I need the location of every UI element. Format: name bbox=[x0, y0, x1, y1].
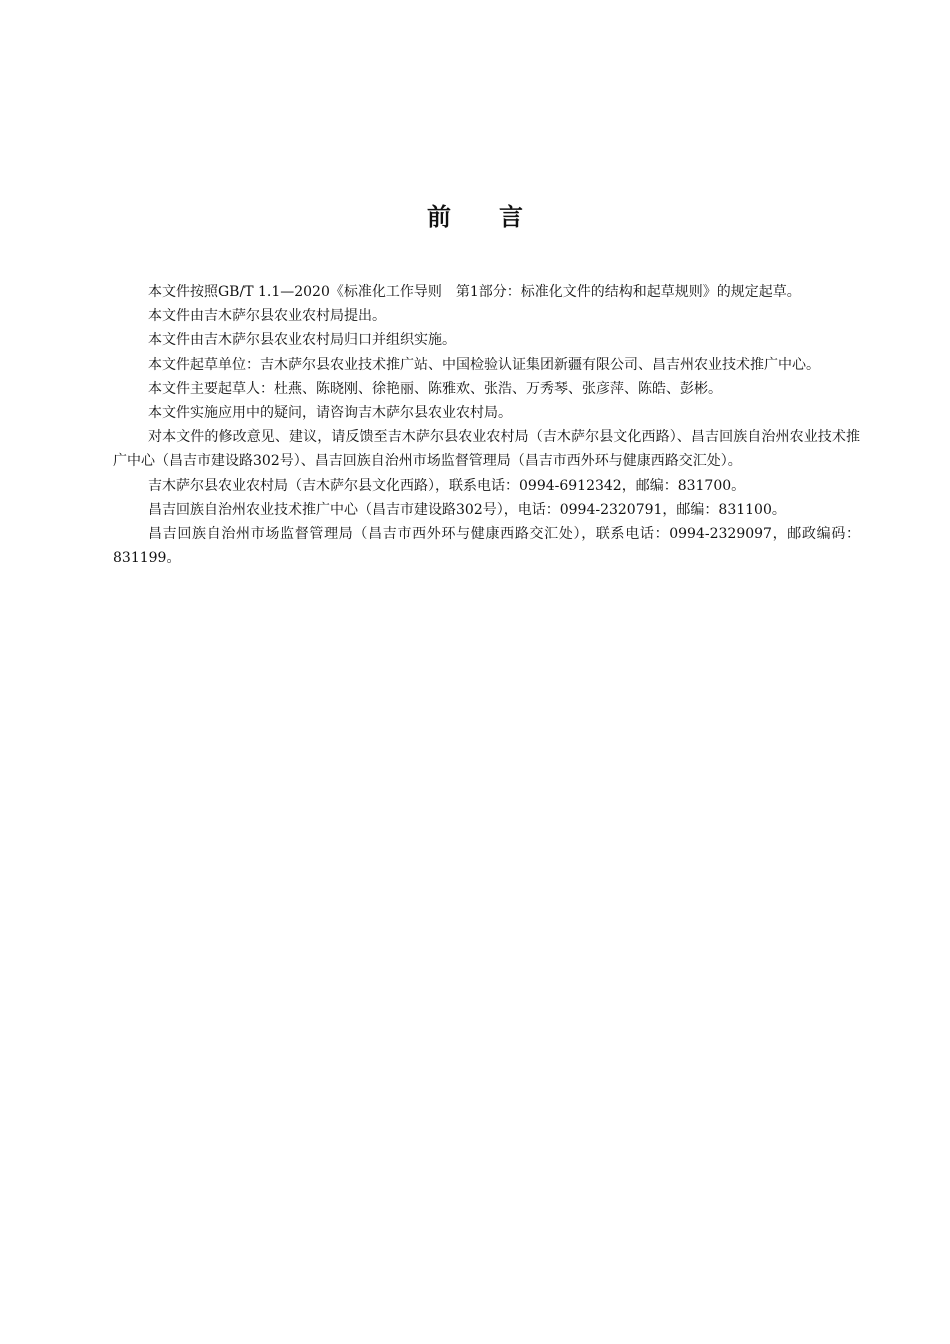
paragraph-feedback: 对本文件的修改意见、建议，请反馈至吉木萨尔县农业农村局（吉木萨尔县文化西路）、昌吉回族自治州农业技术推广中心（昌吉市建设路302号）、昌吉回族自治州市场监督管理局（昌吉市西外环与健康西路交汇处）。 bbox=[113, 429, 860, 470]
paragraph-drafting-rules: 本文件按照GB/T 1.1—2020《标准化工作导则 第1部分：标准化文件的结构和起草规则》的规定起草。 bbox=[148, 284, 801, 300]
paragraph-contact-agriculture-bureau: 吉木萨尔县农业农村局（吉木萨尔县文化西路），联系电话：0994-6912342，邮编：831700。 bbox=[148, 477, 746, 494]
paragraph-contact-extension-center: 昌吉回族自治州农业技术推广中心（昌吉市建设路302号），电话：0994-2320791，邮编：831100。 bbox=[148, 501, 786, 518]
paragraph-drafting-units: 本文件起草单位：吉木萨尔县农业技术推广站、中国检验认证集团新疆有限公司、昌吉州农业技术推广中心。 bbox=[148, 356, 820, 373]
paragraph-inquiries: 本文件实施应用中的疑问，请咨询吉木萨尔县农业农村局。 bbox=[148, 405, 512, 422]
paragraph-proposer: 本文件由吉木萨尔县农业农村局提出。 bbox=[148, 308, 386, 325]
page-title: 前 言 bbox=[427, 202, 523, 231]
paragraph-administrator: 本文件由吉木萨尔县农业农村局归口并组织实施。 bbox=[148, 332, 456, 349]
document-body bbox=[113, 280, 860, 570]
paragraph-drafters: 本文件主要起草人：杜燕、陈晓刚、徐艳丽、陈雅欢、张浩、万秀琴、张彦萍、陈皓、彭彬。 bbox=[148, 380, 722, 397]
paragraph-contact-market-regulation: 昌吉回族自治州市场监督管理局（昌吉市西外环与健康西路交汇处），联系电话：0994-2329097，邮政编码：831199。 bbox=[113, 526, 860, 567]
